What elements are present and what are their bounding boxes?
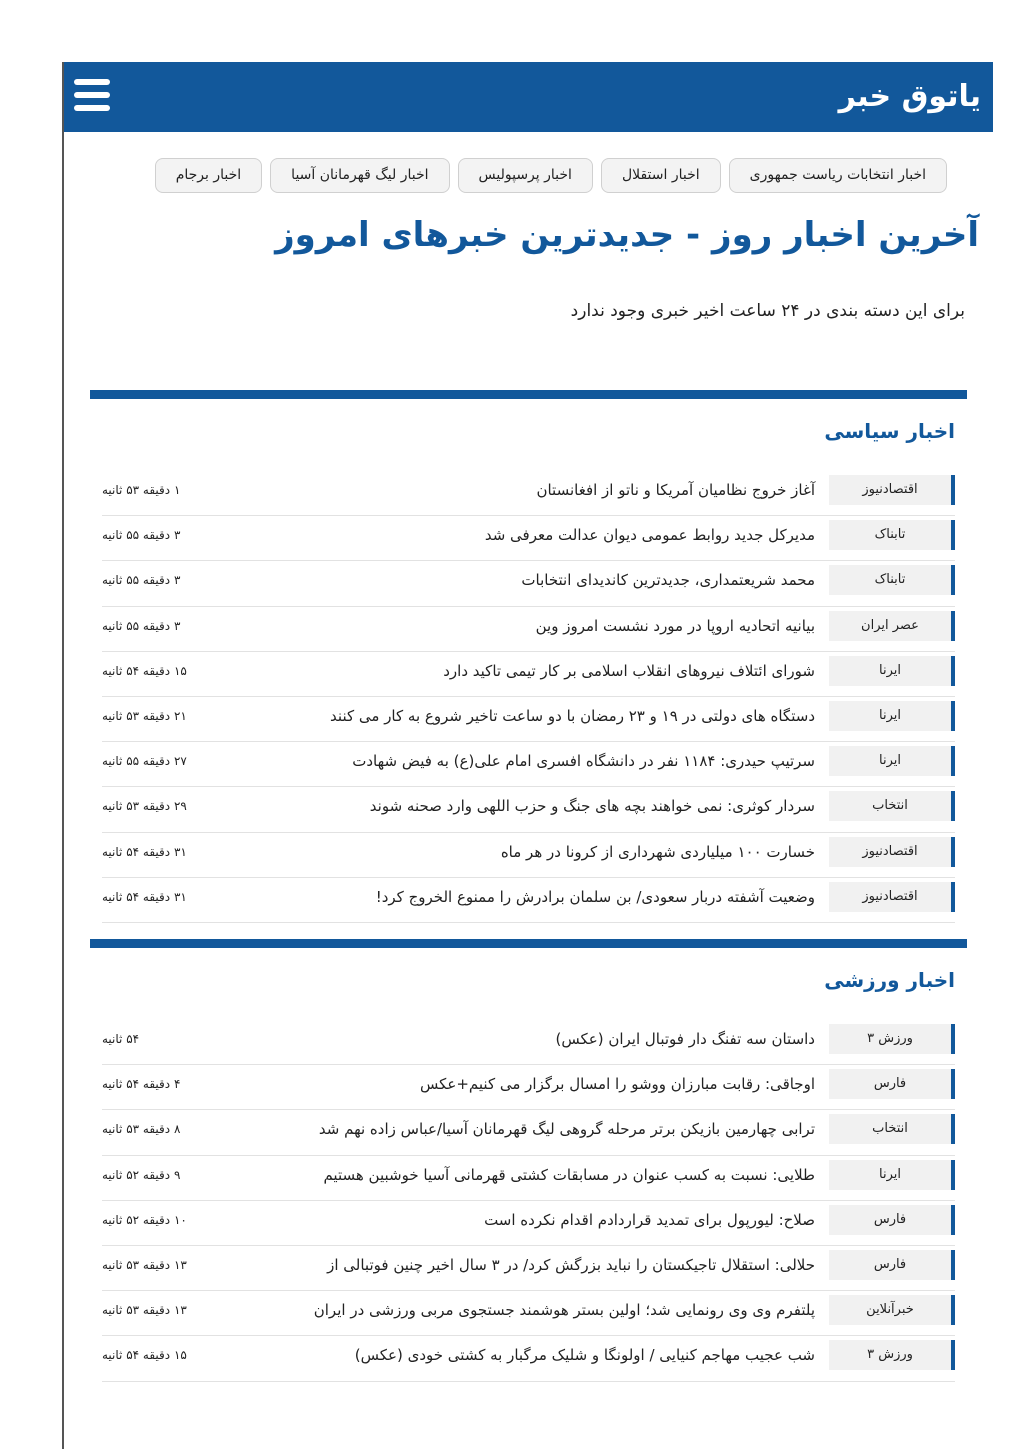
menu-line	[74, 105, 110, 111]
news-headline-link[interactable]: شب عجیب مهاجم کنیایی / اولونگا و شلیک مرگبار به کشتی خودی (عکس)	[354, 1346, 815, 1365]
news-source-badge[interactable]: ایرنا	[829, 701, 955, 731]
news-row[interactable]	[102, 833, 955, 878]
news-row[interactable]	[102, 1291, 955, 1336]
news-time: ۳ دقیقه ۵۵ ثانیه	[102, 618, 181, 633]
news-headline-link[interactable]: آغاز خروج نظامیان آمریکا و ناتو از افغانستان	[536, 481, 815, 499]
site-header	[64, 62, 993, 132]
news-time: ۳۱ دقیقه ۵۴ ثانیه	[102, 844, 187, 859]
news-source-badge[interactable]: ورزش ۳	[829, 1024, 955, 1054]
news-headline-link[interactable]: اوجاقی: رقابت مبارزان ووشو را امسال برگزار می کنیم+عکس	[419, 1075, 815, 1094]
news-time: ۲۱ دقیقه ۵۳ ثانیه	[102, 708, 187, 723]
news-time: ۳۱ دقیقه ۵۴ ثانیه	[102, 889, 187, 904]
site-logo[interactable]: یاتوق خبر	[838, 79, 981, 114]
news-headline-link[interactable]: مدیرکل جدید روابط عمومی دیوان عدالت معرفی شد	[484, 526, 815, 545]
news-source-badge[interactable]: تابناک	[829, 520, 955, 550]
news-time: ۲۹ دقیقه ۵۳ ثانیه	[102, 799, 187, 814]
news-source-badge[interactable]: خبرآنلاین	[829, 1295, 955, 1325]
news-time: ۴ دقیقه ۵۴ ثانیه	[102, 1077, 181, 1092]
news-list	[102, 1020, 955, 1382]
news-headline-link[interactable]: ترابی چهارمین بازیکن برتر مرحله گروهی لیگ قهرمانان آسیا/عباس زاده نهم شد	[318, 1120, 815, 1139]
news-time: ۱۵ دقیقه ۵۴ ثانیه	[102, 1348, 187, 1363]
news-time: ۱ دقیقه ۵۳ ثانیه	[102, 483, 181, 497]
news-headline-link[interactable]: سردار کوثری: نمی خواهند بچه های جنگ و حزب اللهی وارد صحنه شوند	[369, 797, 815, 816]
news-row[interactable]	[102, 697, 955, 742]
news-row[interactable]	[102, 607, 955, 652]
tag-barjam[interactable]: اخبار برجام	[155, 158, 262, 193]
news-source-badge[interactable]: فارس	[829, 1250, 955, 1280]
news-time: ۳ دقیقه ۵۵ ثانیه	[102, 573, 181, 588]
news-row[interactable]	[102, 1110, 955, 1155]
political-news-section	[90, 390, 967, 923]
news-source-badge[interactable]: ایرنا	[829, 1160, 955, 1190]
section-divider	[90, 390, 967, 399]
tag-election[interactable]: اخبار انتخابات ریاست جمهوری	[729, 158, 947, 193]
news-source-badge[interactable]: اقتصادنیوز	[829, 837, 955, 867]
news-headline-link[interactable]: حلالی: استقلال تاجیکستان را نباید بزرگش کرد/ در ۳ سال اخیر چنین فوتبالی از	[327, 1255, 815, 1274]
tag-bar	[108, 158, 947, 194]
news-source-badge[interactable]: ورزش ۳	[829, 1340, 955, 1370]
news-headline-link[interactable]: وضعیت آشفته دربار سعودی/ بن سلمان برادرش را ممنوع الخروج کرد!	[375, 887, 815, 906]
tag-persepolis[interactable]: اخبار پرسپولیس	[458, 158, 593, 193]
news-source-badge[interactable]: فارس	[829, 1069, 955, 1099]
news-row[interactable]	[102, 1336, 955, 1381]
news-headline-link[interactable]: صلاح: لیورپول برای تمدید قراردادم اقدام نکرده است	[484, 1210, 815, 1229]
news-time: ۲۷ دقیقه ۵۵ ثانیه	[102, 754, 187, 769]
news-list	[102, 471, 955, 923]
news-source-badge[interactable]: انتخاب	[829, 1114, 955, 1144]
sports-news-section	[90, 939, 967, 1382]
news-headline-link[interactable]: دستگاه های دولتی در ۱۹ و ۲۳ رمضان با دو ساعت تاخیر شروع به کار می کنند	[330, 706, 815, 725]
news-time: ۱۰ دقیقه ۵۲ ثانیه	[102, 1212, 187, 1227]
news-source-badge[interactable]: ایرنا	[829, 746, 955, 776]
news-headline-link[interactable]: بیانیه اتحادیه اروپا در مورد نشست امروز وین	[535, 616, 815, 635]
tag-esteghlal[interactable]: اخبار استقلال	[601, 158, 721, 193]
news-source-badge[interactable]: انتخاب	[829, 791, 955, 821]
news-headline-link[interactable]: داستان سه تفنگ دار فوتبال ایران (عکس)	[555, 1030, 815, 1048]
news-row[interactable]	[102, 1201, 955, 1246]
news-time: ۳ دقیقه ۵۵ ثانیه	[102, 528, 181, 543]
news-row[interactable]	[102, 878, 955, 923]
news-source-badge[interactable]: اقتصادنیوز	[829, 882, 955, 912]
news-time: ۱۳ دقیقه ۵۳ ثانیه	[102, 1303, 187, 1318]
news-row[interactable]	[102, 561, 955, 606]
news-row[interactable]	[102, 652, 955, 697]
news-row[interactable]	[102, 516, 955, 561]
page-title: آخرین اخبار روز - جدیدترین خبرهای امروز	[275, 215, 979, 255]
news-row[interactable]	[102, 787, 955, 832]
news-row[interactable]	[102, 742, 955, 787]
news-row[interactable]	[102, 1246, 955, 1291]
news-headline-link[interactable]: سرتیپ حیدری: ۱۱۸۴ نفر در دانشگاه افسری امام علی(ع) به فیض شهادت	[352, 752, 815, 771]
news-source-badge[interactable]: اقتصادنیوز	[829, 475, 955, 505]
news-row[interactable]	[102, 471, 955, 516]
page-frame	[62, 62, 991, 1449]
news-time: ۸ دقیقه ۵۳ ثانیه	[102, 1122, 181, 1137]
news-headline-link[interactable]: طلایی: نسبت به کسب عنوان در مسابقات کشتی قهرمانی آسیا خوشبین هستیم	[323, 1165, 815, 1184]
news-headline-link[interactable]: پلتفرم وی وی رونمایی شد؛ اولین بستر هوشمند جستجوی مربی ورزشی در ایران	[313, 1301, 815, 1320]
section-title[interactable]: اخبار ورزشی	[824, 968, 955, 992]
news-headline-link[interactable]: محمد شریعتمداری، جدیدترین کاندیدای انتخابات	[521, 571, 815, 590]
news-source-badge[interactable]: فارس	[829, 1205, 955, 1235]
tag-afc-champions-league[interactable]: اخبار لیگ قهرمانان آسیا	[270, 158, 449, 193]
news-source-badge[interactable]: ایرنا	[829, 656, 955, 686]
news-source-badge[interactable]: عصر ایران	[829, 611, 955, 641]
news-time: ۱۵ دقیقه ۵۴ ثانیه	[102, 663, 187, 678]
empty-category-notice: برای این دسته بندی در ۲۴ ساعت اخیر خبری وجود ندارد	[570, 301, 965, 321]
news-source-badge[interactable]: تابناک	[829, 565, 955, 595]
section-title[interactable]: اخبار سیاسی	[824, 419, 955, 443]
news-headline-link[interactable]: شورای ائتلاف نیروهای انقلاب اسلامی بر کار تیمی تاکید دارد	[443, 661, 815, 680]
menu-line	[74, 92, 110, 98]
news-headline-link[interactable]: خسارت ۱۰۰ میلیاردی شهرداری از کرونا در هر ماه	[500, 842, 815, 861]
news-row[interactable]	[102, 1020, 955, 1065]
news-time: ۹ دقیقه ۵۲ ثانیه	[102, 1167, 181, 1182]
hamburger-icon[interactable]	[74, 77, 112, 115]
menu-line	[74, 79, 110, 85]
news-row[interactable]	[102, 1156, 955, 1201]
news-time: ۱۳ دقیقه ۵۳ ثانیه	[102, 1257, 187, 1272]
section-divider	[90, 939, 967, 948]
news-row[interactable]	[102, 1065, 955, 1110]
news-time: ۵۴ ثانیه	[102, 1032, 140, 1046]
